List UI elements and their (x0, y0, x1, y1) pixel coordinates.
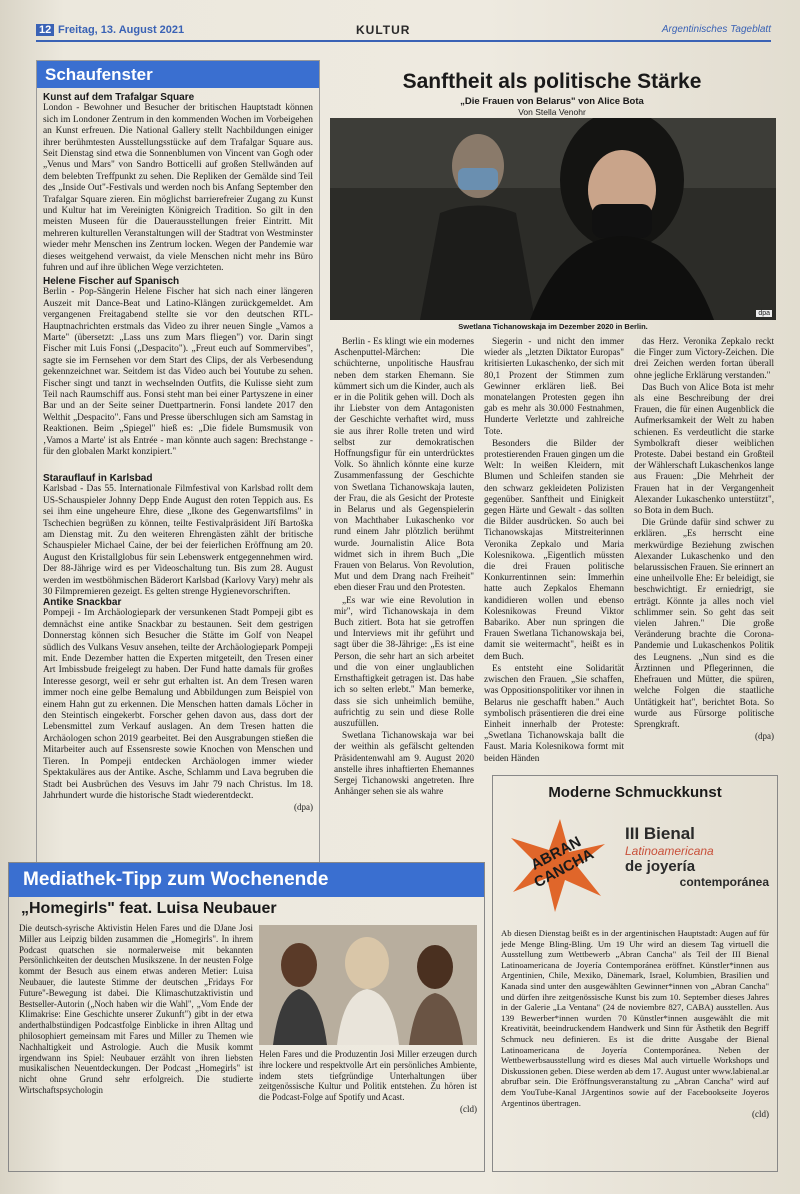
mediathek-credit: (cld) (460, 1103, 477, 1114)
paper-name: Argentinisches Tageblatt (661, 24, 771, 35)
issue-date: Freitag, 13. August 2021 (58, 24, 185, 36)
main-subheadline: „Die Frauen von Belarus" von Alice Bota (460, 96, 644, 107)
article-karlsbad (43, 473, 313, 598)
article-helene-fischer (43, 276, 313, 459)
main-column-1 (334, 336, 474, 798)
schmuck-title: Moderne Schmuckkunst (548, 784, 722, 801)
photo-illustration (330, 118, 776, 320)
bienal-logo (625, 824, 773, 889)
mediathek-box (8, 862, 485, 1172)
bienal-line-4: contemporánea (679, 875, 769, 889)
photo-caption: Swetlana Tichanowskaja im Dezember 2020 in Berlin. (458, 322, 648, 331)
mediathek-caption: Helen Fares und die Produzentin Josi Miller erzeugen durch ihre lockere und respektvolle Art ein persönliches Ambiente, indem stets tiefgründige Unterhaltungen über zeitgenössische Kultur und Politik entstehen. Zu hören ist die Podcast-Folge auf Spotify und Acast. (259, 1049, 477, 1103)
paragraph: Besonders die Bilder der protestierenden Frauen gingen um die Welt: In weißen Kleidern, mit Blumen und Schleifen standen sie den schwarz gekleideten Polizisten gegenüber. Sanftheit und Einigkeit gegen Härte und Gewalt - das sollten die Bilder ausdrücken. So auch bei Tichanowskajas Mitstreiterinnen Veronika Zepkalo und Maria Kolesnikowa. „Eigentlich müssten die drei Frauen politische Konkurrentinnen sein: Immerhin hatte auch Zepkalos Ehemann kandidieren wollen und ebenso Kolesnikowas Freund Viktor Babariko. Aber nun springen die Frauen Swetlana Tichanowskaja bei, damit sie weitermacht", heißt es in dem Buch. (484, 437, 624, 661)
photo-credit: dpa (758, 310, 770, 317)
podcast-photo-illustration (259, 925, 477, 1045)
article-body: London - Bewohner und Besucher der britischen Hauptstadt können sich im Londoner Zentrum in den kommenden Wochen im Vorbeigehen an Kunst erfreuen. Die National Gallery stellt Nachbildungen einiger ihrer berühmtesten Ausstellungsstücke auf dem Trafalgar Square aus. Seit Dienstag sind etwa die Sonnenblumen von Vincent van Gogh oder „Venus und Mars" von Sandro Botticelli auf großen Stellwänden auf dem belebten Treffpunkt zu sehen. Die Repliken der Gemälde sind Teil des „Inside Out"-Festivals und werden noch bis Anfang September den Trafalgar Square zieren. Ein möglichst barrierefreier Zugang zu Kunst und Kultur hat im Vereinigten Königreich Tradition. So gilt in den meisten Museen für die Dauerausstellungen freier Eintritt. Mit mehreren kulturellen Veranstaltungen will der Stadtrat von Westminster wieder mehr Menschen ins Zentrum locken. Wegen der Pandemie war dieses weitgehend verwaist, da viele Menschen nicht mehr ins Büro fuhren und auf ihre üblichen Wege verzichteten. (43, 103, 313, 274)
schmuck-box (492, 775, 778, 1172)
article-snackbar (43, 597, 313, 814)
mediathek-caption-wrap (259, 1049, 477, 1115)
schaufenster-title: Schaufenster (37, 61, 319, 88)
paragraph: Swetlana Tichanowskaja war bei der weithin als gefälscht geltenden Präsidentenwahl am 9. August 2020 anstelle ihres inhaftierten Ehemannes Sergej Tichanowski angetreten. Ihre Anhänger sehen sie als wahre (334, 730, 474, 797)
mediathek-headline: „Homegirls" feat. Luisa Neubauer (21, 900, 277, 917)
homegirls-photo (259, 925, 477, 1045)
paragraph: „Es war wie eine Revolution in mir", wird Tichanowskaja in dem Buch zitiert. Bota hat sie getroffen und Interviews mit ihr geführt und sagt über die 38-Jährige: „Es ist eine Person, die sehr hart an sich arbeitet und die von einer unglaublichen Ernsthaftigkeit getragen ist. Das habe ich so selten erlebt." Man bemerke, dass sie sich unheimlich bemühe, aufrichtig zu sein und diese Rolle auszufüllen. (334, 594, 474, 728)
article-credit: (dpa) (294, 802, 313, 813)
bienal-line-2: Latinoamericana (625, 844, 714, 858)
schmuck-credit: (cld) (752, 1109, 769, 1120)
article-heading: Helene Fischer auf Spanisch (43, 276, 180, 287)
article-heading: Antike Snackbar (43, 597, 122, 608)
tichanowskaja-photo (330, 118, 776, 320)
article-body: Karlsbad - Das 55. Internationale Filmfestival von Karlsbad rollt dem US-Schauspieler Johnny Depp Ende August den roten Teppich aus. Es sei ihm eine ungeheure Ehre, diese „Ikone des Gegenwartsfilms" in Tschechien begrüßen zu können, teilte Festivalpräsident Jiří Bartoška am Dienstag mit. Zu den weiteren Ehrengästen zählt der britische Schauspieler Michael Caine, der bei der feierlichen Eröffnung am 20. August den Kristallglobus für sein Lebenswerk entgegennehmen wird. Der 88-Jährige wird es per Videoschaltung tun. Bis zum 28. August werden im westböhmischen Bäderort Karlsbad (Karlovy Vary) mehr als 30 Filmpremieren gezeigt. Es gelten strenge Hygienevorschriften. (43, 484, 313, 598)
schaufenster-box (36, 60, 320, 867)
paragraph: Siegerin - und nicht den immer wieder als „letzten Diktator Europas" kritisierten Lukaschenko, der sich mit 80,1 Prozent der Stimmen zum Gewinner erklären ließ. Bei monatelangen Protesten gegen ihn gab es mehr als 30.000 Festnahmen, Hunderte Verletzte und zahlreiche Tote. (484, 336, 624, 436)
article-heading: Starauflauf in Karlsbad (43, 473, 153, 484)
main-column-3 (634, 336, 774, 742)
bienal-line-3: de joyería (625, 858, 696, 875)
page-number: 12 (36, 24, 54, 36)
main-column-2 (484, 336, 624, 765)
article-body: Berlin - Pop-Sängerin Helene Fischer hat sich nach einer längeren Auszeit mit Dance-Beat und Latino-Klängen zurückgemeldet. Am vergangenen Freitagabend stellte sie vor den deutschen RTL-Hauptnachrichten erstmals das Video zu ihrer neuen Single „Vamos a Marte" (übersetzt: „Lass uns zum Mars fliegen") vor. Darin singt Fischer mit Luis Fonsi („Despacito"). „Freut euch auf Sommervibes", sagte sie im Fernsehen vor dem Start des Clips, der als Verbesendung gekennzeichnet war. Seitdem ist das Video auch bei Youtube zu sehen. Fischer singt und tanzt in wechselnden Outfits, die Kulisse sieht zum Teil nach Raumschiff aus. Fonsi steht man bei einer Partyszene in einer Bar und an der Seite seiner Duettpartnerin. Fonsi landete 2017 den Welthit „Despacito". Fans und Presse überschlugen sich am Samstag in Reaktionen. Beim „Spiegel" hieß es: „Die fidele Bumsmusik von ‚Vamos a Marte' ist als Entrée - man könnte auch sagen: Brechstange - für den globalen Markt konzipiert." (43, 287, 313, 458)
abran-cancha-logo (505, 814, 615, 914)
paragraph: Berlin - Es klingt wie ein modernes Aschenputtel-Märchen: Die schüchterne, unpolitische Hausfrau neben dem starken Ehemann. Sie kümmert sich um die Kinder, auch als er in die Politik gehen will. Doch als ihr Liebster von dem Antagonisten der Geschichte verhaftet wird, muss sie aus ihrer Rolle treten und wird selbst zur demokratischen Hoffnungsfigur für ein unterdrücktes Volk. So ähnlich könnte eine kurze Zusammenfassung der Geschichte von Swetlana Tichanowskaja lauten, der Frau, die als Gesicht der Proteste in Belarus und als Gegenspielerin von Machthaber Lukaschenko vor rund einem Jahr plötzlich berühmt wurde. Journalistin Alice Bota widmet sich in ihrem Buch „Die Frauen von Belarus. Von Revolution, Mut und dem Drang nach Freiheit" eben dieser Frau und den Protesten. (334, 336, 474, 593)
schmuck-body: Ab diesen Dienstag beißt es in der argentinischen Hauptstadt: Augen auf für jede Menge Bling-Bling. Um 19 Uhr wird an diesem Tag virtuell die Ausstellung zum Wettbewerb „Abran Cancha" als Teil der III Bienal Latinoamericana de Joyería Contemporánea eröffnet. Künstler*innen aus Argentinien, Chile, Mexiko, Dänemark, Israel, Kolumbien, Brasilien und Kanada sind unter den ausgewählten Gewinner*innen von „Abran Cancha" und dürfen ihre zeitgenössische Kunst bis zum 10. September dieses Jahres in der Galerie „La Ventana" (24 de noviembre 827, CABA) ausstellen. Aus 139 Bewerber*innen wurden 70 Künstler*innen ausgewählt die mit Kreativität, beeindruckendem Handwerk und Sinn für Ästhetik den Begriff Schmuck neu definieren. Es ist die dritte Ausgabe der Bienal Latinoamericana de Joyería Contemporánea. Neben der Wettbewerbsausstellung wird es dieses Mal auch virtuelle Workshops und Diskussionen geben. Diese werden ab dem 17. August unter www.labienal.ar abrufbar sein. Die Eröffnungsveranstaltung zu „Abran Cancha" wird auf dem YouTube-Kanal JArgentinos sowie auf der Facebookseite Joyeros Argentinos übertragen. (501, 928, 769, 1108)
paragraph: Die Gründe dafür sind schwer zu erklären. „Es herrscht eine merkwürdige Beziehung zwischen Alexander Lukaschenko und den belarussischen Frauen. Sie erinnert an eine unheilvolle Ehe: Er beleidigt, sie beschwichtigt. Er erniedrigt, sie erträgt. Könnte ja alles noch viel schlimmer sein. So geht das seit vielen Jahren." Die große Veränderung brachte die Corona-Pandemie und Lukaschenkos Politik des Leugnens. „Nun sind es die Ärztinnen und Pflegerinnen, die Ehefrauen und Mütter, die spüren, welche Folgen die staatliche Untätigkeit hat", berichtet Bota. So wurde aus Fürsorge politische Sprengkraft. (634, 517, 774, 729)
article-credit: (dpa) (755, 731, 774, 742)
main-headline: Sanftheit als politische Stärke (402, 70, 702, 93)
schmuck-body-wrap (501, 928, 769, 1120)
article-heading: Kunst auf dem Trafalgar Square (43, 92, 195, 103)
paragraph: Es entsteht eine Solidarität zwischen den Frauen. „Sie schaffen, was Oppositionspolitiker vor ihnen in Belarus nie geschafft haben." Auch symbolisch präsentieren die drei eine Einheit innerhalb der Proteste: „Swetlana Tichanowskaja ballt die Faust. Maria Kolesnikowa formt mit beiden Händen (484, 662, 624, 763)
article-trafalgar (43, 92, 313, 275)
mediathek-body: Die deutsch-syrische Aktivistin Helen Fares und die DJane Josi Miller aus Leipzig bilden zusammen die „Homegirls". In ihrem Podcast quatschen sie normalerweise mit bekannten Persönlichkeiten der deutschen Musikszene. In der neusten Folge kommt der Besuch aus einem etwas anderen Metier: Luisa Neubauer, die lauteste Stimme der deutschen „Fridays For Future"-Bewegung ist dabei. Die Klimaschutzaktivistin und Bestseller-Autorin („Noch haben wir die Wahl", „Vom Ende der Klimakrise: Eine Geschichte unserer Zukunft") gibt in der etwa anderthalbstündigen Podcastfolge Einblicke in ihren Alltag und philosophiert gemeinsam mit Fares und Miller zu Themen wie Nachhaltigkeit und Astrologie. Auch die Musik kommt irgendwann ins Spiel: Neubauer erzählt von ihren liebsten musikalischen Neuentdeckungen. Der Podcast „Homegirls" ist nicht ohne Grund sehr erfolgreich. Die studierte Wirtschaftspsychologin (19, 923, 253, 1095)
mediathek-title: Mediathek-Tipp zum Wochenende (9, 863, 484, 897)
bienal-line-1: III Bienal (625, 824, 695, 843)
paragraph: Das Buch von Alice Bota ist mehr als eine Beschreibung der drei Frauen, die für einen Augenblick die Aufmerksamkeit der Welt zu haben schienen. Es verdeutlicht die starke Symbolkraft dieser weiblichen Proteste. Dabei bestand ein Großteil der Wählerschaft Lukaschenkos lange aus Frauen: „Die Mehrheit der Frauen hat in der Vergangenheit Alexander Lukaschenko unterstützt", so Bota in dem Buch. (634, 381, 774, 516)
page-header (36, 22, 771, 42)
section-name: KULTUR (356, 23, 411, 37)
main-byline: Von Stella Venohr (518, 107, 586, 117)
paragraph: das Herz. Veronika Zepkalo reckt die Finger zum Victory-Zeichen. Die drei Zeichen werden fortan überall ohne jegliche Erklärung verstanden." (634, 336, 774, 380)
article-body: Pompeji - Im Archäologiepark der versunkenen Stadt Pompeji gibt es demnächst eine antike Snackbar zu bestaunen. Seit dem gestrigen Donnerstag können sich Besucher die Stätte im Golf von Neapel südlich des Vulkans Vesuv ansehen, teilte der Archäologiepark Pompeji mit. Ende Dezember hatten die Experten mitgeteilt, den Tresen einer Art Imbissbude freigelegt zu haben. Der Fund hatte damals für großes Interesse gesorgt, weil er sehr gut erhalten ist. An dem Tresen waren immer noch eine gelbe Bemalung und Abbildungen zum Beispiel von einem Hahn gut zu erkennen. Die Menschen hatten damals Löcher in den Steintisch eingekerbt. Forscher gehen davon aus, dass dort der Lebensmittel zum Verkauf auslagen. An dem Tresen hatten die Archäologen schon 2019 gearbeitet. Bei den Ausgrabungen stießen die Mitarbeiter auch auf Essensreste sowie Knochen von Menschen und Tieren. In Pompeji entdecken Archäologen immer wieder Spektakuläres aus der Antike. Asche, Schlamm und Lava begruben die Stadt bei Ausbrüchen des Vesuvs im Jahr 79 nach Christus. Im 18. Jahrhundert wurde die historische Stadt wiederentdeckt. (43, 608, 313, 801)
abran-cancha-text: ABRAN CANCHA (528, 833, 597, 892)
mediathek-body-wrap (19, 923, 253, 1097)
